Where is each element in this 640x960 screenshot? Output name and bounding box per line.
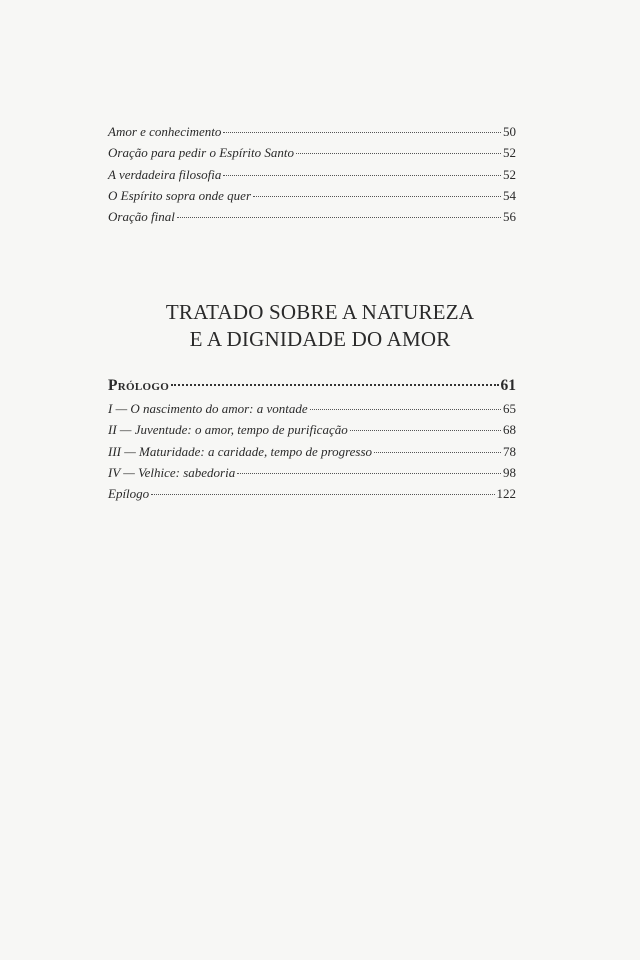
section-title-line1: TRATADO SOBRE A NATUREZA	[165, 300, 475, 324]
leader-dots	[171, 384, 498, 386]
toc-entry-page: 52	[503, 145, 516, 161]
toc-entry	[108, 462, 516, 483]
toc-entry-page: 122	[496, 486, 516, 502]
toc-entry-label: A verdadeira filosofia	[108, 166, 222, 182]
toc-entry-label: Amor e conhecimento	[108, 124, 222, 139]
toc-entry-label: IV — Velhice: sabedoria	[108, 464, 236, 480]
toc-heading-label: Prólogo	[108, 377, 170, 394]
toc-entry-label: Oração para pedir o Espírito Santo	[108, 145, 294, 161]
toc-entry	[108, 121, 516, 142]
toc-heading-page: 61	[500, 377, 516, 394]
toc-entry	[108, 164, 516, 185]
leader-dots	[237, 473, 501, 474]
toc-entry	[108, 206, 516, 227]
toc-entry	[108, 441, 516, 462]
toc-entry	[108, 142, 516, 163]
leader-dots	[223, 132, 501, 133]
toc-entry-page: 68	[503, 422, 516, 438]
toc-heading-entry	[108, 374, 516, 398]
leader-dots	[310, 409, 501, 410]
toc-entry-label: O Espírito sopra onde quer	[108, 187, 251, 203]
leader-dots	[151, 494, 494, 495]
toc-entry-page: 50	[503, 124, 516, 139]
section-title-line2: E A DIGNIDADE DO AMOR	[189, 327, 451, 351]
toc-part1	[108, 121, 516, 227]
leader-dots	[374, 452, 501, 453]
toc-entry-page: 98	[503, 464, 516, 480]
toc-entry-label: I — O nascimento do amor: a vontade	[108, 401, 308, 416]
leader-dots	[223, 175, 501, 176]
leader-dots	[177, 217, 501, 218]
toc-entry	[108, 419, 516, 440]
toc-part2	[108, 374, 516, 504]
leader-dots	[253, 196, 501, 197]
leader-dots	[296, 153, 501, 154]
toc-entry-page: 56	[503, 209, 516, 225]
toc-entry	[108, 483, 516, 504]
toc-entry-page: 78	[503, 443, 516, 459]
toc-entry-label: II — Juventude: o amor, tempo de purificação	[108, 422, 348, 438]
leader-dots	[350, 430, 501, 431]
toc-entry	[108, 185, 516, 206]
toc-entry-page: 65	[503, 401, 516, 416]
toc-entry-label: Oração final	[108, 209, 175, 225]
toc-entry-page: 54	[503, 187, 516, 203]
toc-entry	[108, 398, 516, 419]
section-title	[0, 299, 640, 353]
toc-entry-label: Epílogo	[108, 486, 150, 502]
toc-entry-label: III — Maturidade: a caridade, tempo de progresso	[108, 443, 373, 459]
toc-entry-page: 52	[503, 166, 516, 182]
